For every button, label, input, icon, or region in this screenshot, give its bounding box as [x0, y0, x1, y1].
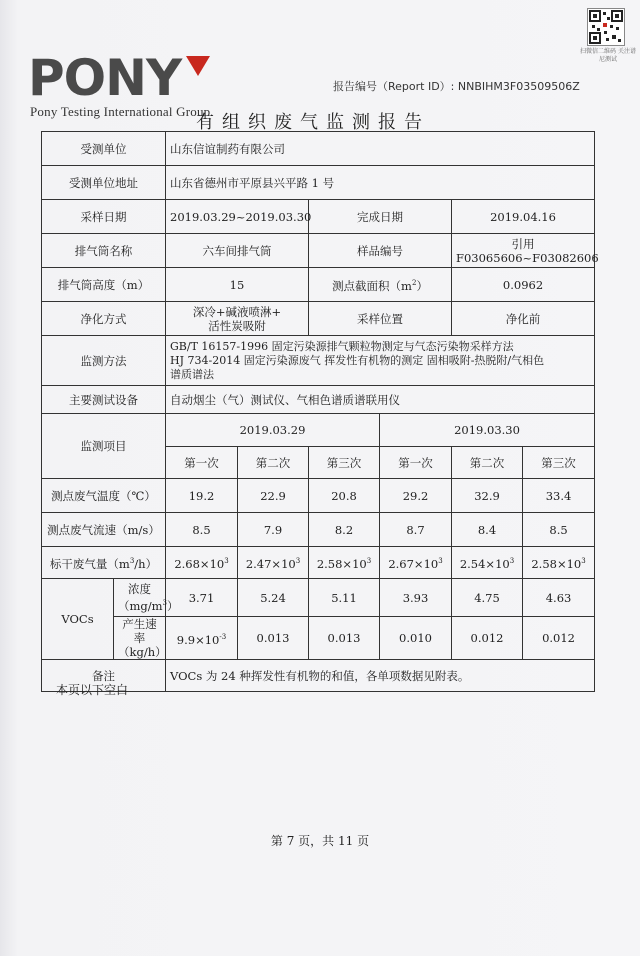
stack-name-value: 六车间排气筒 [166, 234, 309, 268]
run-header: 第三次 [309, 447, 380, 479]
conc-label: 浓度 $(mg/m^3)$ [114, 579, 166, 617]
purify-value [166, 302, 309, 336]
method-label: 监测方法 [42, 336, 166, 386]
conc-value: 4.75 [452, 579, 523, 617]
flow-label: 标干废气量$(m^3/h)$ [42, 547, 166, 579]
flow-value: $2.67\times 10^3$ [380, 547, 452, 579]
stack-height-value: 15 [166, 268, 309, 302]
company-english-name: Pony Testing International Group [30, 104, 211, 119]
conc-value: 4.63 [523, 579, 595, 617]
row-method [42, 336, 595, 386]
logo-triangle-icon [186, 56, 210, 76]
purify-line-1: 深冷+碱液喷淋+ [192, 304, 282, 319]
conc-value: 3.71 [166, 579, 238, 617]
row-temperature [42, 479, 595, 513]
equip-value: 自动烟尘（气）测试仪、气相色谱质谱联用仪 [166, 386, 595, 414]
temp-value: 29.2 [380, 479, 452, 513]
page-number: 第 7 页，共 11 页 [270, 834, 370, 848]
remark-label: 备注 [42, 660, 166, 692]
section-area-value: 0.0962 [452, 268, 595, 302]
sample-no-value [452, 234, 599, 268]
conc-value: 3.93 [380, 579, 452, 617]
row-unit [42, 132, 595, 166]
flow-value: $2.58\times 10^3$ [309, 547, 380, 579]
rate-value: $9.9\times 10^{-3}$ [166, 617, 238, 660]
address-label: 受测单位地址 [42, 166, 166, 200]
finish-date-label: 完成日期 [309, 200, 452, 234]
row-equipment [42, 386, 595, 414]
temp-value: 22.9 [238, 479, 309, 513]
sample-pos-value: 净化前 [452, 302, 595, 336]
unit-label: 受测单位 [42, 132, 166, 166]
row-address [42, 166, 595, 200]
row-stack-height [42, 268, 595, 302]
voc-label: VOCs [42, 579, 114, 660]
section-area-label: 测点截面积$(m^2)$ [309, 268, 452, 302]
item-label: 监测项目 [42, 414, 166, 479]
speed-label: 测点废气流速（m/s） [42, 513, 166, 547]
row-purify [42, 302, 595, 336]
speed-value: 8.7 [380, 513, 452, 547]
speed-value: 8.5 [523, 513, 595, 547]
report-number: 报告编号（Report ID）: NNBIHM3F03509506Z [333, 80, 580, 93]
report-table [41, 131, 599, 692]
row-flow [42, 547, 595, 579]
address-value: 山东省德州市平原县兴平路 1 号 [166, 166, 595, 200]
run-header: 第一次 [166, 447, 238, 479]
row-dates-header [42, 414, 595, 447]
date-1: 2019.03.29 [166, 414, 380, 447]
method-line-2: HJ 734-2014 固定污染源废气 挥发性有机物的测定 固相吸附-热脱附/气相色 [170, 353, 545, 367]
flow-value: $2.58\times 10^3$ [523, 547, 595, 579]
run-header: 第二次 [238, 447, 309, 479]
run-header: 第三次 [523, 447, 595, 479]
sample-no-line-1: 引用 [511, 236, 535, 251]
sample-date-label: 采样日期 [42, 200, 166, 234]
temp-value: 20.8 [309, 479, 380, 513]
run-header: 第二次 [452, 447, 523, 479]
rate-label: 产生速率 （kg/h） [114, 617, 166, 660]
rate-value: 0.013 [238, 617, 309, 660]
qr-caption: 扫微信二维码 关注谱尼测试 [580, 48, 636, 63]
rate-value: 0.012 [452, 617, 523, 660]
rate-value: 0.012 [523, 617, 595, 660]
flow-value: $2.54\times 10^3$ [452, 547, 523, 579]
row-dates [42, 200, 595, 234]
sample-date-value: 2019.03.29~2019.03.30 [166, 200, 309, 234]
row-speed [42, 513, 595, 547]
conc-value: 5.24 [238, 579, 309, 617]
purify-label: 净化方式 [42, 302, 166, 336]
finish-date-value: 2019.04.16 [452, 200, 595, 234]
stack-name-label: 排气筒名称 [42, 234, 166, 268]
row-voc-conc [42, 579, 595, 617]
page-title: 有组织废气监测报告 [196, 112, 430, 133]
method-line-3: 谱质谱法 [170, 367, 214, 381]
speed-value: 8.5 [166, 513, 238, 547]
rate-value: 0.013 [309, 617, 380, 660]
speed-value: 8.4 [452, 513, 523, 547]
speed-value: 8.2 [309, 513, 380, 547]
temp-value: 33.4 [523, 479, 595, 513]
conc-value: 5.11 [309, 579, 380, 617]
stack-height-label: 排气筒高度（m） [42, 268, 166, 302]
row-voc-rate [42, 617, 595, 660]
date-2: 2019.03.30 [380, 414, 595, 447]
method-value [166, 336, 595, 386]
equip-label: 主要测试设备 [42, 386, 166, 414]
flow-value: $2.47\times 10^3$ [238, 547, 309, 579]
temp-value: 32.9 [452, 479, 523, 513]
blank-note: 本页以下空白 [56, 683, 129, 697]
sample-no-label: 样品编号 [309, 234, 452, 268]
company-logo: PONY [28, 49, 182, 107]
remark-value: VOCs 为 24 种挥发性有机物的和值，各单项数据见附表。 [166, 660, 595, 692]
qr-code [587, 8, 625, 46]
row-stack-name [42, 234, 595, 268]
purify-line-2: 活性炭吸附 [208, 318, 266, 333]
run-header: 第一次 [380, 447, 452, 479]
method-line-1: GB/T 16157-1996 固定污染源排气颗粒物测定与气态污染物采样方法 [170, 339, 514, 353]
rate-value: 0.010 [380, 617, 452, 660]
speed-value: 7.9 [238, 513, 309, 547]
flow-value: $2.68\times 10^3$ [166, 547, 238, 579]
temp-value: 19.2 [166, 479, 238, 513]
unit-value: 山东信谊制药有限公司 [166, 132, 595, 166]
sample-no-line-2: F03065606~F03082606 [456, 250, 599, 265]
temp-label: 测点废气温度（℃） [42, 479, 166, 513]
sample-pos-label: 采样位置 [309, 302, 452, 336]
